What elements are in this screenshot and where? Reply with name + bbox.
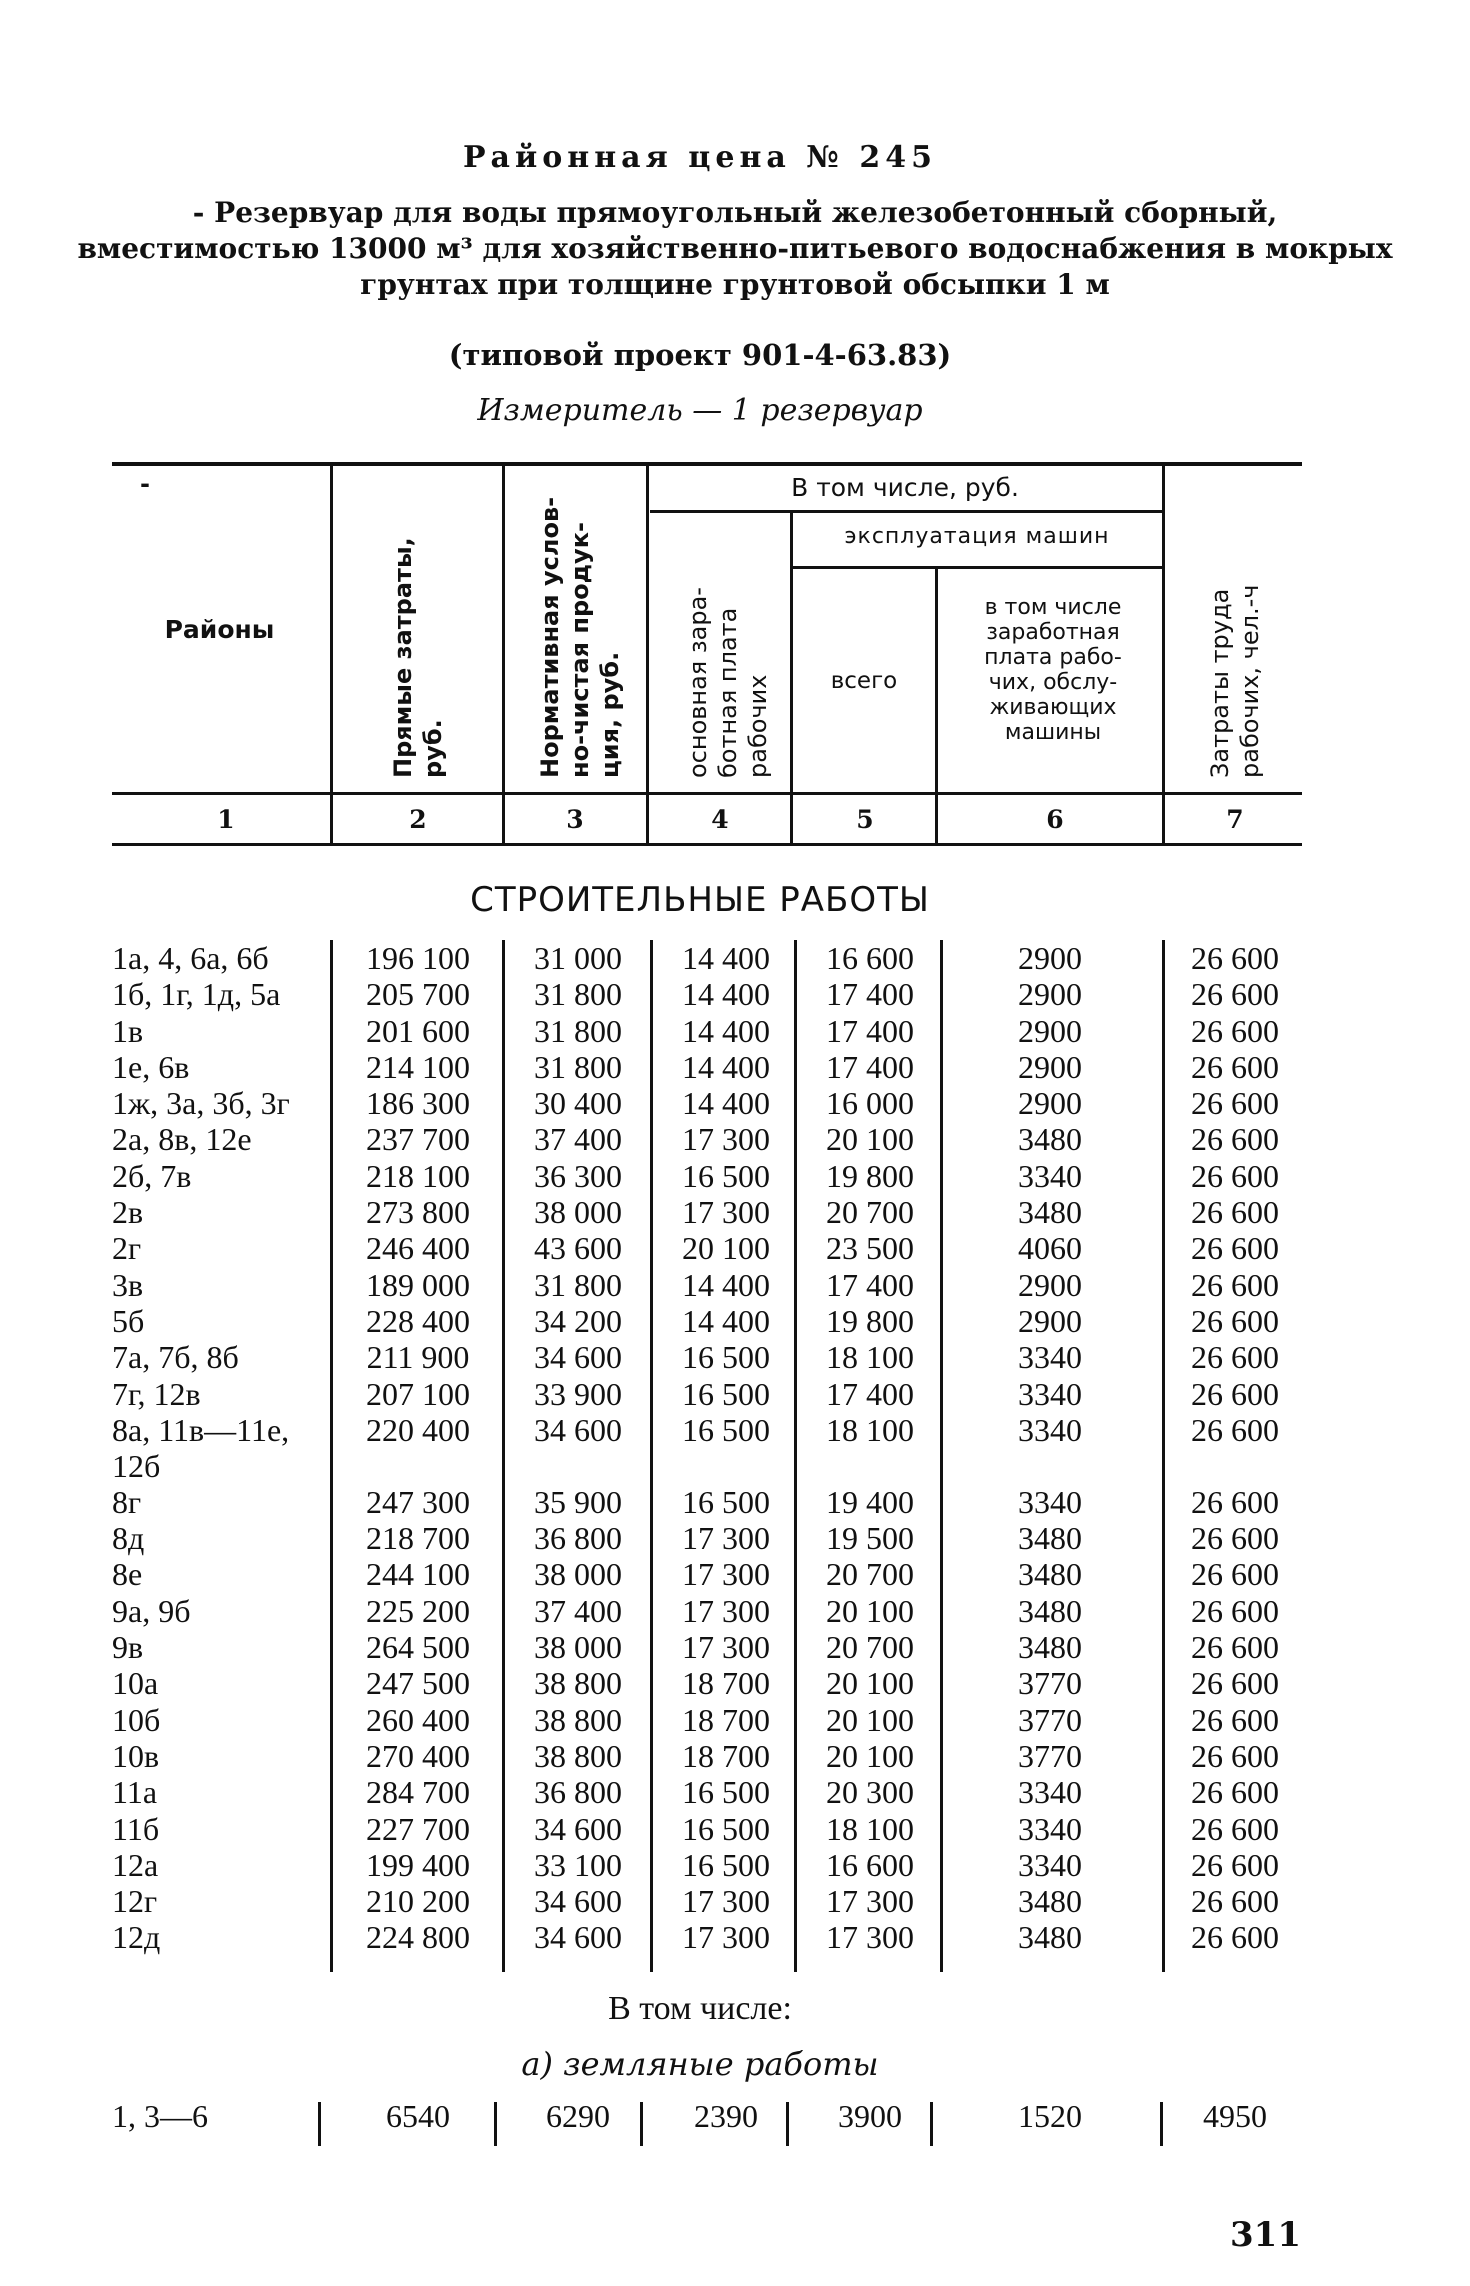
cell-labor-costs: 26 600 — [1191, 1810, 1279, 1847]
cell-base-wages: 17 300 — [682, 1919, 770, 1956]
table-row — [0, 1085, 1470, 1121]
cell-machines-wages: 2900 — [1018, 1012, 1082, 1049]
cell-base-wages: 14 400 — [682, 1302, 770, 1339]
table-row — [0, 1194, 1470, 1230]
cell-machines-wages: 3480 — [1018, 1121, 1082, 1158]
header-sep-3 — [646, 466, 649, 844]
header-dash: - — [140, 470, 150, 498]
header-sep-2 — [502, 466, 505, 844]
col-number-3: 3 — [566, 805, 584, 834]
cell-net-production: 33 900 — [534, 1375, 622, 1412]
cell-direct-costs: 196 100 — [366, 940, 470, 976]
cell-base-wages: 16 500 — [682, 1375, 770, 1412]
earthworks-sep-1 — [318, 2102, 321, 2146]
table-row — [0, 1158, 1470, 1194]
cell-base-wages: 18 700 — [682, 1737, 770, 1774]
cell-machines-total: 19 500 — [826, 1520, 914, 1557]
cell-machines-total: 20 100 — [826, 1737, 914, 1774]
cell-base-wages: 16 500 — [682, 1157, 770, 1194]
cell-base-wages: 14 400 — [682, 976, 770, 1013]
header-machines-wages: в том числе заработная плата рабо- чих, обслу- живающих машины — [984, 595, 1122, 745]
cell-machines-wages: 3480 — [1018, 1883, 1082, 1920]
cell-labor-costs: 26 600 — [1191, 940, 1279, 976]
cell-machines-total: 18 100 — [826, 1411, 914, 1448]
cell-machines-total: 18 100 — [826, 1810, 914, 1847]
col-number-5: 5 — [856, 805, 874, 834]
cell-machines-wages: 3340 — [1018, 1774, 1082, 1811]
col-number-6: 6 — [1046, 805, 1064, 834]
cell-base-wages: 16 500 — [682, 1411, 770, 1448]
cell-direct-costs: 207 100 — [366, 1375, 470, 1412]
cell-base-wages: 16 500 — [682, 1810, 770, 1847]
table-row — [0, 1230, 1470, 1266]
cell-labor-costs: 26 600 — [1191, 1157, 1279, 1194]
table-row — [0, 1629, 1470, 1665]
cell-labor-costs: 26 600 — [1191, 1774, 1279, 1811]
cell-net-production: 38 000 — [534, 1556, 622, 1593]
cell-direct-costs: 210 200 — [366, 1883, 470, 1920]
cell-district: 2в — [112, 1194, 144, 1231]
header-sep-6 — [1162, 466, 1165, 844]
cell-machines-total: 17 400 — [826, 976, 914, 1013]
cell-machines-wages: 3340 — [1018, 1339, 1082, 1376]
cell-net-production: 35 900 — [534, 1483, 622, 1520]
cell-district: 1а, 4, 6а, 6б — [112, 940, 269, 976]
cell-machines-total: 18 100 — [826, 1339, 914, 1376]
earthworks-machines-total: 3900 — [838, 2098, 902, 2134]
cell-labor-costs: 26 600 — [1191, 1302, 1279, 1339]
header-labor-costs: Затраты труда рабочих, чел.-ч — [1206, 584, 1264, 778]
cell-district: 7а, 7б, 8б — [112, 1339, 239, 1376]
cell-machines-wages: 3770 — [1018, 1665, 1082, 1702]
cell-base-wages: 17 300 — [682, 1592, 770, 1629]
cell-district: 9в — [112, 1629, 144, 1666]
table-row — [0, 1738, 1470, 1774]
cell-labor-costs: 26 600 — [1191, 1701, 1279, 1738]
header-machines-rule — [792, 566, 1162, 569]
table-row — [0, 1412, 1470, 1484]
measure-unit: Измеритель — 1 резервуар — [477, 393, 923, 428]
cell-labor-costs: 26 600 — [1191, 1592, 1279, 1629]
cell-machines-wages: 3480 — [1018, 1194, 1082, 1231]
cell-labor-costs: 26 600 — [1191, 1266, 1279, 1303]
cell-machines-total: 16 600 — [826, 940, 914, 976]
cell-district: 11а — [112, 1774, 158, 1811]
cell-machines-wages: 3770 — [1018, 1701, 1082, 1738]
earthworks-sep-3 — [640, 2102, 643, 2146]
cell-labor-costs: 26 600 — [1191, 1121, 1279, 1158]
cell-base-wages: 16 500 — [682, 1339, 770, 1376]
cell-net-production: 36 300 — [534, 1157, 622, 1194]
cell-labor-costs: 26 600 — [1191, 1520, 1279, 1557]
cell-district: 8а, 11в—11е, 12б — [112, 1411, 290, 1484]
table-row — [0, 1484, 1470, 1520]
cell-direct-costs: 205 700 — [366, 976, 470, 1013]
earthworks-base-wages: 2390 — [694, 2098, 758, 2134]
cell-labor-costs: 26 600 — [1191, 1048, 1279, 1085]
cell-direct-costs: 189 000 — [366, 1266, 470, 1303]
cell-machines-wages: 3340 — [1018, 1157, 1082, 1194]
cell-net-production: 37 400 — [534, 1121, 622, 1158]
table-row — [0, 1303, 1470, 1339]
cell-machines-wages: 2900 — [1018, 1302, 1082, 1339]
cell-direct-costs: 247 300 — [366, 1483, 470, 1520]
cell-base-wages: 14 400 — [682, 940, 770, 976]
header-numbers-rule — [112, 843, 1302, 846]
header-sep-5 — [935, 568, 938, 844]
cell-machines-total: 20 700 — [826, 1556, 914, 1593]
cell-machines-wages: 2900 — [1018, 1085, 1082, 1122]
cell-labor-costs: 26 600 — [1191, 1012, 1279, 1049]
header-group-rule — [650, 510, 1162, 513]
cell-net-production: 38 800 — [534, 1665, 622, 1702]
cell-machines-total: 20 700 — [826, 1629, 914, 1666]
cell-net-production: 36 800 — [534, 1774, 622, 1811]
earthworks-sep-6 — [1160, 2102, 1163, 2146]
cell-machines-wages: 2900 — [1018, 1048, 1082, 1085]
cell-labor-costs: 26 600 — [1191, 1375, 1279, 1412]
cell-labor-costs: 26 600 — [1191, 976, 1279, 1013]
table-row — [0, 1013, 1470, 1049]
project-reference: (типовой проект 901-4-63.83) — [448, 338, 952, 372]
table-row — [0, 1267, 1470, 1303]
earthworks-sep-4 — [786, 2102, 789, 2146]
cell-machines-wages: 3340 — [1018, 1483, 1082, 1520]
cell-district: 11б — [112, 1810, 160, 1847]
header-net-production: Нормативная услов- но-чистая продук- ция, руб. — [536, 496, 624, 778]
cell-net-production: 31 800 — [534, 1012, 622, 1049]
cell-machines-total: 17 400 — [826, 1012, 914, 1049]
cell-direct-costs: 224 800 — [366, 1919, 470, 1956]
cell-machines-wages: 2900 — [1018, 976, 1082, 1013]
cell-direct-costs: 199 400 — [366, 1846, 470, 1883]
cell-net-production: 43 600 — [534, 1230, 622, 1267]
cell-direct-costs: 218 100 — [366, 1157, 470, 1194]
cell-machines-wages: 3480 — [1018, 1919, 1082, 1956]
table-row — [0, 1593, 1470, 1629]
cell-district: 1б, 1г, 1д, 5а — [112, 976, 281, 1013]
earthworks-net-production: 6290 — [546, 2098, 610, 2134]
cell-labor-costs: 26 600 — [1191, 1556, 1279, 1593]
cell-labor-costs: 26 600 — [1191, 1085, 1279, 1122]
cell-district: 12г — [112, 1883, 158, 1920]
header-base-wages: основная зара- ботная плата рабочих — [684, 587, 772, 778]
cell-base-wages: 18 700 — [682, 1665, 770, 1702]
cell-machines-total: 17 300 — [826, 1883, 914, 1920]
cell-direct-costs: 270 400 — [366, 1737, 470, 1774]
cell-net-production: 33 100 — [534, 1846, 622, 1883]
cell-net-production: 38 000 — [534, 1194, 622, 1231]
table-row — [0, 940, 1470, 976]
cell-direct-costs: 247 500 — [366, 1665, 470, 1702]
cell-base-wages: 17 300 — [682, 1556, 770, 1593]
cell-net-production: 34 600 — [534, 1339, 622, 1376]
cell-district: 12а — [112, 1846, 159, 1883]
earthworks-district: 1, 3—6 — [112, 2098, 208, 2134]
cell-labor-costs: 26 600 — [1191, 1339, 1279, 1376]
cell-district: 8е — [112, 1556, 143, 1593]
cell-direct-costs: 220 400 — [366, 1411, 470, 1448]
cell-district: 1е, 6в — [112, 1048, 190, 1085]
cell-net-production: 38 000 — [534, 1629, 622, 1666]
cell-labor-costs: 26 600 — [1191, 1629, 1279, 1666]
cell-net-production: 38 800 — [534, 1701, 622, 1738]
table-row — [0, 1702, 1470, 1738]
table-row — [0, 1121, 1470, 1157]
cell-net-production: 31 800 — [534, 1048, 622, 1085]
col-number-4: 4 — [711, 805, 729, 834]
cell-labor-costs: 26 600 — [1191, 1919, 1279, 1956]
cell-district: 8д — [112, 1520, 145, 1557]
earthworks-labor-costs: 4950 — [1203, 2098, 1267, 2134]
cell-direct-costs: 201 600 — [366, 1012, 470, 1049]
table-row — [0, 1774, 1470, 1810]
cell-machines-wages: 3340 — [1018, 1375, 1082, 1412]
cell-labor-costs: 26 600 — [1191, 1483, 1279, 1520]
cell-district: 5б — [112, 1302, 145, 1339]
cell-direct-costs: 260 400 — [366, 1701, 470, 1738]
cell-base-wages: 14 400 — [682, 1266, 770, 1303]
cell-machines-total: 20 100 — [826, 1592, 914, 1629]
cell-machines-total: 19 800 — [826, 1302, 914, 1339]
cell-base-wages: 20 100 — [682, 1230, 770, 1267]
earthworks-row — [0, 2098, 1470, 2138]
cell-net-production: 34 600 — [534, 1810, 622, 1847]
cell-base-wages: 16 500 — [682, 1483, 770, 1520]
col-number-2: 2 — [409, 805, 427, 834]
table-row — [0, 1847, 1470, 1883]
cell-net-production: 34 200 — [534, 1302, 622, 1339]
cell-district: 1в — [112, 1012, 144, 1049]
cell-labor-costs: 26 600 — [1191, 1846, 1279, 1883]
col-number-7: 7 — [1226, 805, 1244, 834]
cell-machines-total: 20 100 — [826, 1701, 914, 1738]
header-top-rule — [112, 462, 1302, 466]
cell-machines-wages: 3480 — [1018, 1629, 1082, 1666]
cell-direct-costs: 284 700 — [366, 1774, 470, 1811]
cell-direct-costs: 227 700 — [366, 1810, 470, 1847]
cell-direct-costs: 211 900 — [366, 1339, 470, 1376]
cell-machines-wages: 3480 — [1018, 1556, 1082, 1593]
cell-labor-costs: 26 600 — [1191, 1230, 1279, 1267]
table-row — [0, 1665, 1470, 1701]
data-table-body — [0, 940, 1470, 1956]
cell-base-wages: 17 300 — [682, 1121, 770, 1158]
cell-base-wages: 17 300 — [682, 1629, 770, 1666]
cell-net-production: 38 800 — [534, 1737, 622, 1774]
cell-labor-costs: 26 600 — [1191, 1737, 1279, 1774]
page-description: - Резервуар для воды прямоугольный железобетонный сборный, вместимостью 13000 м³ для хозяйственно-питьевого водоснабжения в мокрых грунтах при толщине грунтовой обсыпки 1 м — [77, 196, 1393, 301]
cell-base-wages: 16 500 — [682, 1846, 770, 1883]
cell-base-wages: 16 500 — [682, 1774, 770, 1811]
cell-machines-total: 20 100 — [826, 1665, 914, 1702]
subsection-title: В том числе: — [608, 1990, 792, 2027]
table-row — [0, 1811, 1470, 1847]
header-group: В том числе, руб. — [791, 473, 1019, 502]
page-title: Районная цена № 245 — [463, 140, 937, 175]
cell-machines-wages: 3340 — [1018, 1810, 1082, 1847]
table-row — [0, 1883, 1470, 1919]
cell-district: 7г, 12в — [112, 1375, 201, 1412]
earthworks-machines-wages: 1520 — [1018, 2098, 1082, 2134]
cell-district: 10а — [112, 1665, 159, 1702]
table-row — [0, 1049, 1470, 1085]
header-machines: эксплуатация машин — [844, 524, 1110, 549]
cell-labor-costs: 26 600 — [1191, 1665, 1279, 1702]
header-machines-total: всего — [830, 668, 898, 694]
cell-direct-costs: 214 100 — [366, 1048, 470, 1085]
cell-net-production: 31 000 — [534, 940, 622, 976]
table-row — [0, 1919, 1470, 1955]
earthworks-sep-5 — [930, 2102, 933, 2146]
cell-machines-wages: 3770 — [1018, 1737, 1082, 1774]
cell-machines-total: 17 300 — [826, 1919, 914, 1956]
cell-district: 1ж, 3а, 3б, 3г — [112, 1085, 290, 1122]
table-row — [0, 976, 1470, 1012]
page-number: 311 — [1230, 2215, 1301, 2255]
cell-machines-wages: 4060 — [1018, 1230, 1082, 1267]
cell-machines-total: 19 800 — [826, 1157, 914, 1194]
cell-base-wages: 17 300 — [682, 1194, 770, 1231]
cell-direct-costs: 246 400 — [366, 1230, 470, 1267]
cell-district: 8г — [112, 1483, 142, 1520]
cell-machines-total: 23 500 — [826, 1230, 914, 1267]
table-row — [0, 1556, 1470, 1592]
cell-direct-costs: 273 800 — [366, 1194, 470, 1231]
cell-direct-costs: 225 200 — [366, 1592, 470, 1629]
cell-net-production: 30 400 — [534, 1085, 622, 1122]
cell-direct-costs: 228 400 — [366, 1302, 470, 1339]
cell-machines-total: 20 100 — [826, 1121, 914, 1158]
cell-net-production: 34 600 — [534, 1411, 622, 1448]
cell-machines-wages: 3480 — [1018, 1592, 1082, 1629]
header-districts: Районы — [164, 615, 275, 644]
table-row — [0, 1520, 1470, 1556]
cell-district: 9а, 9б — [112, 1592, 191, 1629]
cell-net-production: 34 600 — [534, 1919, 622, 1956]
cell-labor-costs: 26 600 — [1191, 1194, 1279, 1231]
col-number-1: 1 — [217, 805, 235, 834]
cell-district: 12д — [112, 1919, 161, 1956]
table-row — [0, 1376, 1470, 1412]
header-sep-1 — [330, 466, 333, 844]
header-bottom-rule — [112, 792, 1302, 795]
cell-machines-wages: 3340 — [1018, 1411, 1082, 1448]
cell-net-production: 31 800 — [534, 976, 622, 1013]
cell-machines-total: 16 000 — [826, 1085, 914, 1122]
cell-labor-costs: 26 600 — [1191, 1883, 1279, 1920]
cell-district: 2г — [112, 1230, 142, 1267]
earthworks-direct-costs: 6540 — [386, 2098, 450, 2134]
cell-machines-total: 20 700 — [826, 1194, 914, 1231]
subsection-subtitle: а) земляные работы — [521, 2045, 879, 2083]
cell-machines-total: 20 300 — [826, 1774, 914, 1811]
cell-direct-costs: 264 500 — [366, 1629, 470, 1666]
cell-base-wages: 14 400 — [682, 1048, 770, 1085]
cell-base-wages: 14 400 — [682, 1085, 770, 1122]
cell-district: 10б — [112, 1701, 161, 1738]
cell-labor-costs: 26 600 — [1191, 1411, 1279, 1448]
cell-base-wages: 14 400 — [682, 1012, 770, 1049]
table-row — [0, 1339, 1470, 1375]
cell-net-production: 31 800 — [534, 1266, 622, 1303]
cell-direct-costs: 218 700 — [366, 1520, 470, 1557]
header-direct-costs: Прямые затраты, руб. — [389, 537, 447, 778]
cell-net-production: 34 600 — [534, 1883, 622, 1920]
cell-machines-total: 17 400 — [826, 1375, 914, 1412]
cell-district: 10в — [112, 1737, 160, 1774]
cell-machines-wages: 3480 — [1018, 1520, 1082, 1557]
header-sep-4 — [790, 512, 793, 844]
cell-net-production: 36 800 — [534, 1520, 622, 1557]
cell-net-production: 37 400 — [534, 1592, 622, 1629]
cell-machines-wages: 2900 — [1018, 940, 1082, 976]
cell-machines-wages: 3340 — [1018, 1846, 1082, 1883]
section-title: СТРОИТЕЛЬНЫЕ РАБОТЫ — [470, 880, 930, 920]
cell-base-wages: 17 300 — [682, 1520, 770, 1557]
cell-machines-total: 19 400 — [826, 1483, 914, 1520]
cell-district: 3в — [112, 1266, 144, 1303]
cell-base-wages: 18 700 — [682, 1701, 770, 1738]
cell-district: 2б, 7в — [112, 1157, 192, 1194]
earthworks-sep-2 — [494, 2102, 497, 2146]
cell-machines-total: 17 400 — [826, 1048, 914, 1085]
cell-machines-wages: 2900 — [1018, 1266, 1082, 1303]
cell-base-wages: 17 300 — [682, 1883, 770, 1920]
cell-district: 2а, 8в, 12е — [112, 1121, 252, 1158]
cell-direct-costs: 237 700 — [366, 1121, 470, 1158]
cell-direct-costs: 186 300 — [366, 1085, 470, 1122]
cell-direct-costs: 244 100 — [366, 1556, 470, 1593]
cell-machines-total: 16 600 — [826, 1846, 914, 1883]
cell-machines-total: 17 400 — [826, 1266, 914, 1303]
